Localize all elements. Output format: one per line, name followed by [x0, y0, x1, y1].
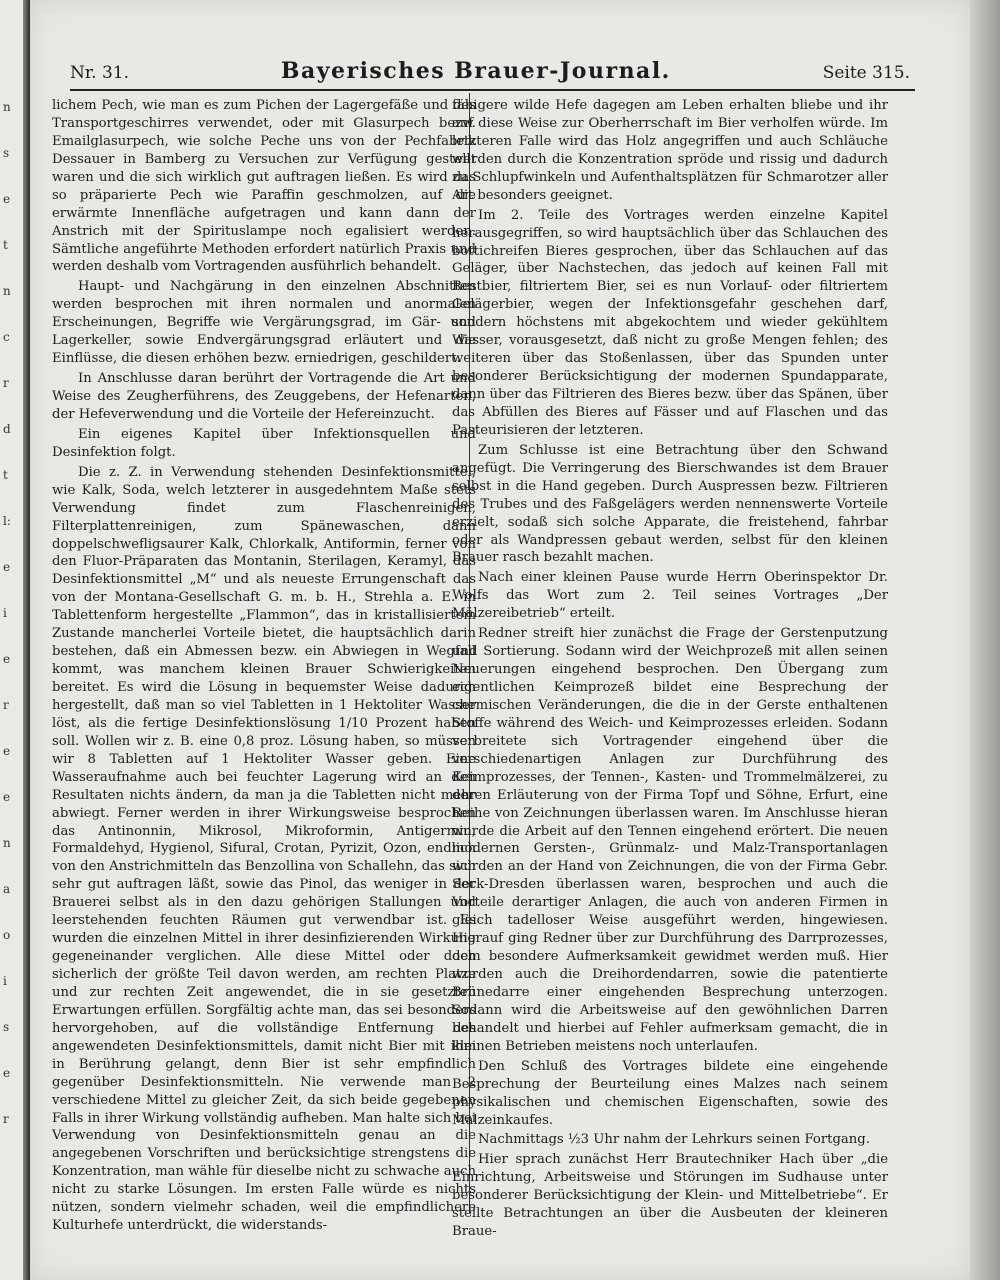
margin-fragment: r: [3, 1112, 9, 1126]
margin-fragment: a: [3, 882, 11, 896]
margin-fragment: e: [3, 192, 11, 206]
margin-fragment: s: [3, 146, 10, 160]
paragraph: Haupt- und Nachgärung in den einzelnen Abschnitten werden besprochen mit ihren normalen und anormalen Erscheinungen, Begriffe wie Vergärungsgrad, im Gär- und Lagerkeller, sowie Endvergärungsgrad erläutert und die Einflüsse, die diesen erhöhen bezw. erniedrigen, geschildert.: [52, 279, 476, 367]
paragraph: Den Schluß des Vortrages bildete eine eingehende Besprechung der Beurteilung eines Malzes nach seinem physikalischen und chemischen Eigenschaften, sowie des Malzeinkaufes.: [452, 1058, 888, 1128]
facing-page-edge: [0, 0, 30, 1280]
running-header: [70, 58, 910, 88]
margin-fragment: i: [3, 606, 7, 620]
journal-page: [30, 0, 970, 1280]
paragraph: lichem Pech, wie man es zum Pichen der Lagergefäße und des Transportgeschirres verwendet, oder mit Glasurpech bezw. Emailglasurpech, wie solche Peche uns von der Pechfabrik Dessauer in Bamberg zu Versuchen zur Verfügung gestellt waren und die sich wirklich gut auftragen ließen. Es wird das so präparierte Pech wie Paraffin geschmolzen, auf die erwärmte Innenfläche aufgetragen und kann dann der Anstrich mit der Spirituslampe noch egalisiert werden. Sämtliche angeführte Methoden erfordert natürlich Praxis und werden deshalb vom Vortragenden ausführlich behandelt.: [52, 98, 476, 275]
margin-fragment: e: [3, 652, 11, 666]
margin-fragment: n: [3, 100, 11, 114]
paragraph: In Anschlusse daran berührt der Vortragende die Art und Weise des Zeugherführens, des Zeuggebens, der Hefenarten, der Hefeverwendung und die Vorteile der Hefereinzucht.: [52, 371, 476, 422]
margin-fragment: t: [3, 468, 8, 482]
paragraph: Ein eigenes Kapitel über Infektionsquellen und Desinfektion folgt.: [52, 426, 476, 460]
right-column: [452, 97, 888, 1243]
margin-fragment: l:: [3, 514, 11, 528]
margin-fragment: n: [3, 836, 11, 850]
margin-fragment: e: [3, 1066, 11, 1080]
margin-fragment: n: [3, 284, 11, 298]
margin-fragment: e: [3, 790, 11, 804]
margin-fragment: o: [3, 928, 11, 942]
paragraph: fähigere wilde Hefe dagegen am Leben erhalten bliebe und ihr auf diese Weise zur Oberherrschaft im Bier verholfen würde. Im letzteren Falle wird das Holz angegriffen und auch Schläuche werden durch die Konzentration spröde und rissig und dadurch zu Schlupfwinkeln und Aufenthaltsplätzen für Schmarotzer aller Art besonders geeignet.: [452, 98, 888, 203]
margin-fragment: e: [3, 744, 11, 758]
paragraph: Hier sprach zunächst Herr Brautechniker Hach über „die Einrichtung, Arbeitsweise und Störungen im Sudhause unter besonderer Berücksichtigung der Klein- und Mittelbetriebe“. Er stellte Betrachtungen an über die Ausbeuten der kleineren Braue-: [452, 1152, 888, 1240]
header-rule: [70, 89, 915, 91]
margin-fragment: r: [3, 698, 9, 712]
margin-fragment: s: [3, 1020, 10, 1034]
paragraph: Nach einer kleinen Pause wurde Herrn Oberinspektor Dr. Wolfs das Wort zum 2. Teil seines Vortrages „Der Mälzereibetrieb“ erteilt.: [452, 570, 888, 622]
paragraph: Die z. Z. in Verwendung stehenden Desinfektionsmittel, wie Kalk, Soda, welch letzterer in ausgedehntem Maße stets Verwendung findet zum Flaschenreinigen, Filterplattenreinigen, zum Spänewaschen, dann doppelschwefligsaurer Kalk, Chlorkalk, Antiformin, ferner von den Fluor-Präparaten das Montanin, Sterilagen, Keramyl, das Desinfektionsmittel „M“ und als neueste Errungenschaft das von der Montana-Gesellschaft G. m. b. H., Strehla a. E. in Tablettenform hergestellte „Flammon“, das in kristallisiertem Zustande mancherlei Vorteile bietet, die hauptsächlich darin bestehen, daß ein Abmessen bezw. ein Abwiegen in Wegfall kommt, was manchem kleinen Brauer Schwierigkeiten bereitet. Es wird die Lösung in bequemster Weise dadurch hergestellt, daß man so viel Tabletten in 1 Hektoliter Wasser löst, als die fertige Desinfektionslösung 1/10 Prozent haben soll. Wollen wir z. B. eine 0,8 proz. Lösung haben, so müssen wir 8 Tabletten auf 1 Hektoliter Wasser geben. Eine Wasseraufnahme auch bei feuchter Lagerung wird an den Resultaten nichts ändern, da man ja die Tabletten nicht mehr abwiegt. Ferner werden in ihrer Wirkungsweise besprochen das Antinonnin, Mikrosol, Mikroformin, Antigermin, Formaldehyd, Hygienol, Sifural, Crotan, Pyrizit, Ozon, endlich von den Anstrichmitteln das Benzollina von Schallehn, das sich sehr gut auftragen läßt, sowie das Pinol, das weniger in der Brauerei selbst als in den dazu gehörigen Stallungen und leerstehenden feuchten Räumen gut verwendbar ist. Es wurden die einzelnen Mittel in ihrer desinfizierenden Wirkung gegeneinander verglichen. Alle diese Mittel oder doch sicherlich der größte Teil davon werden, am rechten Platze und zur rechten Zeit angewendet, die in sie gesetzten Erwartungen erfüllen. Sorgfältig achte man, das sei besonders hervorgehoben, auf die vollständige Entfernung des angewendeten Desinfektionsmittels, damit nicht Bier mit ihm in Berührung gelangt, denn Bier ist sehr empfindlich gegenüber Desinfektionsmitteln. Nie verwende man 2 verschiedene Mittel zu gleicher Zeit, da sich beide gegebenen Falls in ihrer Wirkung vollständig aufheben. Man halte sich bei Verwendung von Desinfektionsmitteln genau an die angegebenen Vorschriften und berücksichtige strengstens die Konzentration, man wähle für dieselbe nicht zu schwache auch nicht zu starke Lösungen. Im ersten Falle würde es nichts nützen, sondern vielmehr schaden, weil die empfindlichere Kulturhefe unterdrückt, die widerstands-: [52, 464, 476, 1234]
left-column: [52, 97, 476, 1237]
margin-fragment: c: [3, 330, 10, 344]
margin-fragment: r: [3, 376, 9, 390]
margin-fragment: d: [3, 422, 11, 436]
paragraph: Im 2. Teile des Vortrages werden einzelne Kapitel herausgegriffen, so wird hauptsächlich über das Schlauchen des bottichreifen Bieres gesprochen, über das Schlauchen auf das Geläger, über Nachstechen, das jedoch auf keinen Fall mit Restbier, filtriertem Bier, sei es nun Vorlauf- oder filtriertem Gelägerbier, wegen der Infektionsgefahr geschehen darf, sondern höchstens mit abgekochtem und wieder gekühltem Wasser, vorausgesetzt, daß nicht zu große Mengen fehlen; des weiteren über das Stoßenlassen, über das Spunden unter besonderer Berücksichtigung der modernen Spundapparate, dann über das Filtrieren des Bieres bezw. über das Spänen, über das Abfüllen des Bieres auf Fässer und auf Flaschen und das Pasteurisieren der letzteren.: [452, 207, 888, 438]
paragraph: Nachmittags ½3 Uhr nahm der Lehrkurs seinen Fortgang.: [478, 1132, 870, 1148]
page-number: Seite 315.: [822, 63, 910, 83]
issue-number: Nr. 31.: [70, 63, 129, 83]
paragraph: Redner streift hier zunächst die Frage der Gerstenputzung und Sortierung. Sodann wird der Weichprozeß mit allen seinen Neuerungen eingehend besprochen. Den Übergang zum eigentlichen Keimprozeß bildet eine Besprechung der chemischen Veränderungen, die die in der Gerste enthaltenen Stoffe während des Weich- und Keimprozesses erleiden. Sodann verbreitete sich Vortragender eingehend über die verschiedenartigen Anlagen zur Durchführung des Keimprozesses, der Tennen-, Kasten- und Trommelmälzerei, zu deren Erläuterung von der Firma Topf und Söhne, Erfurt, eine Reihe von Zeichnungen überlassen waren. Im Anschlusse hieran wurde die Arbeit auf den Tennen eingehend erörtert. Die neuen modernen Gersten-, Grünmalz- und Malz-Transportanlagen wurden an der Hand von Zeichnungen, die von der Firma Gebr. Seck-Dresden überlassen waren, besprochen und auch die Vorteile derartiger Anlagen, die auch von anderen Firmen in gleich tadelloser Weise ausgeführt werden, hingewiesen. Hierauf ging Redner über zur Durchführung des Darrprozesses, dem besondere Aufmerksamkeit gewidmet werden muß. Hier wurden auch die Dreihordendarren, sowie die patentierte Brünedarre einer eingehenden Besprechung unterzogen. Sodann wird die Arbeitsweise auf den gewöhnlichen Darren behandelt und hierbei auf Fehler aufmerksam gemacht, die in kleinen Betrieben meistens noch unterlaufen.: [452, 626, 888, 1054]
margin-fragment: e: [3, 560, 11, 574]
book-spine: [23, 0, 30, 1280]
journal-title: Bayerisches Brauer-Journal.: [280, 58, 671, 84]
margin-fragment: t: [3, 238, 8, 252]
margin-fragment: i: [3, 974, 7, 988]
paragraph: Zum Schlusse ist eine Betrachtung über den Schwand angefügt. Die Verringerung des Bierschwandes ist dem Brauer selbst in die Hand gegeben. Durch Auspressen bezw. Filtrieren des Trubes und des Faßgelägers werden nennenswerte Vorteile erzielt, sodaß sich solche Apparate, die freistehend, fahrbar oder als Wandpressen gebaut werden, selbst für den kleinen Brauer rasch bezahlt machen.: [452, 442, 888, 566]
page-edge-shadow: [970, 0, 1000, 1280]
